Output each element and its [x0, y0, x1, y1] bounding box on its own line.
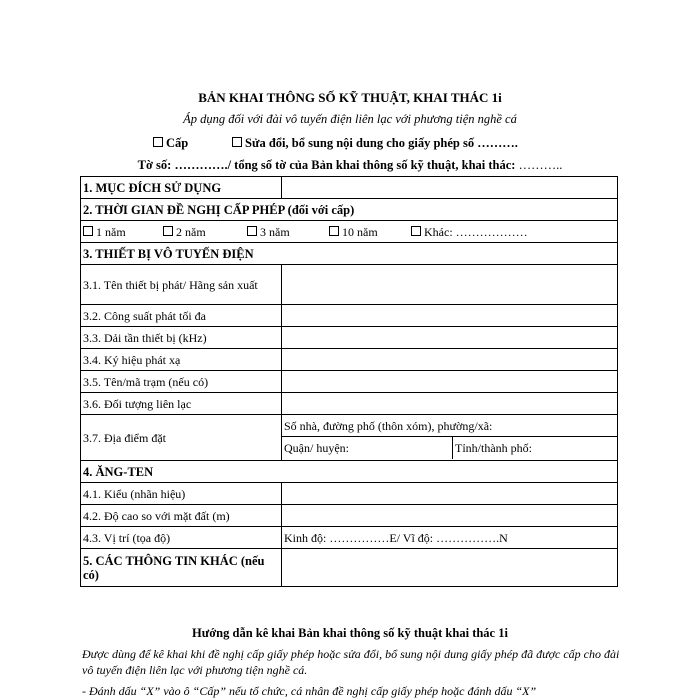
purpose-field[interactable] [282, 177, 618, 199]
section-period-label: 2. THỜI GIAN ĐỀ NGHỊ CẤP PHÉP (đối với cấp) [81, 199, 618, 221]
sheet-dots: ……….. [518, 158, 563, 172]
period-option-label: 10 năm [342, 224, 378, 239]
station-name-label: 3.5. Tên/mã trạm (nếu có) [81, 371, 282, 393]
district-field[interactable] [282, 437, 453, 459]
option-cap[interactable] [153, 136, 188, 151]
province-field[interactable] [453, 437, 532, 459]
max-power-field[interactable] [282, 305, 618, 327]
section-device-label: 3. THIẾT BỊ VÔ TUYẾN ĐIỆN [81, 243, 618, 265]
guide-instruction: - Đánh dấu “X” vào ô “Cấp” nếu tổ chức, cá nhân đề nghị cấp giấy phép hoặc đánh dấu “X” [82, 684, 537, 698]
station-name-field[interactable] [282, 371, 618, 393]
freq-range-field[interactable] [282, 327, 618, 349]
checkbox-icon[interactable] [163, 226, 173, 236]
antenna-position-label: 4.3. Vị trí (tọa độ) [81, 527, 282, 549]
address-label: Số nhà, đường phố (thôn xóm), phường/xã: [284, 419, 493, 433]
period-option-label: 3 năm [260, 224, 290, 239]
period-option-2[interactable] [163, 225, 247, 239]
form-title: BẢN KHAI THÔNG SỐ KỸ THUẬT, KHAI THÁC 1i [198, 90, 502, 105]
spec-table [80, 176, 618, 587]
other-info-field[interactable] [282, 549, 618, 587]
freq-range-label: 3.3. Dải tần thiết bị (kHz) [81, 327, 282, 349]
sheet-label: Tờ số: …………./ tổng số tờ của Bản khai thông số kỹ thuật, khai thác: [137, 158, 516, 172]
period-options [81, 221, 618, 243]
checkbox-icon[interactable] [83, 226, 93, 236]
checkbox-icon[interactable] [247, 226, 257, 236]
device-name-label: 3.1. Tên thiết bị phát/ Hãng sản xuất [81, 265, 282, 305]
period-option-3[interactable] [247, 225, 329, 239]
section-antenna-label: 4. ĂNG-TEN [81, 461, 618, 483]
guide-paragraph: Được dùng để kê khai khi đề nghị cấp giấy phép hoặc sửa đổi, bổ sung nội dung giấy phép đã được cấp cho đài vô tuyến điện liên lạc với phương tiện nghề cá. [82, 647, 620, 677]
antenna-height-field[interactable] [282, 505, 618, 527]
period-option-10[interactable] [329, 225, 411, 239]
device-name-field[interactable] [282, 265, 618, 305]
period-option-label: Khác: ……………… [424, 224, 528, 239]
period-option-label: 1 năm [96, 224, 126, 239]
checkbox-icon[interactable] [329, 226, 339, 236]
contact-target-field[interactable] [282, 393, 618, 415]
period-option-label: 2 năm [176, 224, 206, 239]
contact-target-label: 3.6. Đối tượng liên lạc [81, 393, 282, 415]
option-cap-label: Cấp [166, 136, 189, 150]
option-modify[interactable] [232, 136, 518, 151]
period-option-other[interactable] [411, 225, 528, 239]
section-other-label: 5. CÁC THÔNG TIN KHÁC (nếu có) [81, 549, 282, 587]
form-subtitle: Áp dụng đối với đài vô tuyến điện liên lạc với phương tiện nghề cá [183, 112, 517, 126]
option-modify-label: Sửa đổi, bổ sung nội dung cho giấy phép số ………. [245, 136, 518, 150]
location-field [282, 415, 618, 461]
max-power-label: 3.2. Công suất phát tối đa [81, 305, 282, 327]
section-purpose-label: 1. MỤC ĐÍCH SỬ DỤNG [81, 177, 282, 199]
antenna-position-field[interactable]: Kinh độ: ……………E/ Vĩ độ: …………….N [282, 527, 618, 549]
location-label: 3.7. Địa điểm đặt [81, 415, 282, 461]
guide-title: Hướng dẫn kê khai Bản khai thông số kỹ thuật khai thác 1i [192, 626, 508, 640]
emission-field[interactable] [282, 349, 618, 371]
antenna-type-label: 4.1. Kiểu (nhãn hiệu) [81, 483, 282, 505]
district-label: Quận/ huyện: [284, 441, 349, 455]
period-option-1[interactable] [83, 225, 163, 239]
checkbox-icon[interactable] [411, 226, 421, 236]
antenna-type-field[interactable] [282, 483, 618, 505]
checkbox-icon[interactable] [232, 137, 242, 147]
province-label: Tỉnh/thành phố: [455, 441, 532, 455]
emission-label: 3.4. Ký hiệu phát xạ [81, 349, 282, 371]
sheet-number-line [0, 158, 700, 173]
address-line[interactable] [282, 416, 617, 437]
antenna-height-label: 4.2. Độ cao so với mặt đất (m) [81, 505, 282, 527]
checkbox-icon[interactable] [153, 137, 163, 147]
